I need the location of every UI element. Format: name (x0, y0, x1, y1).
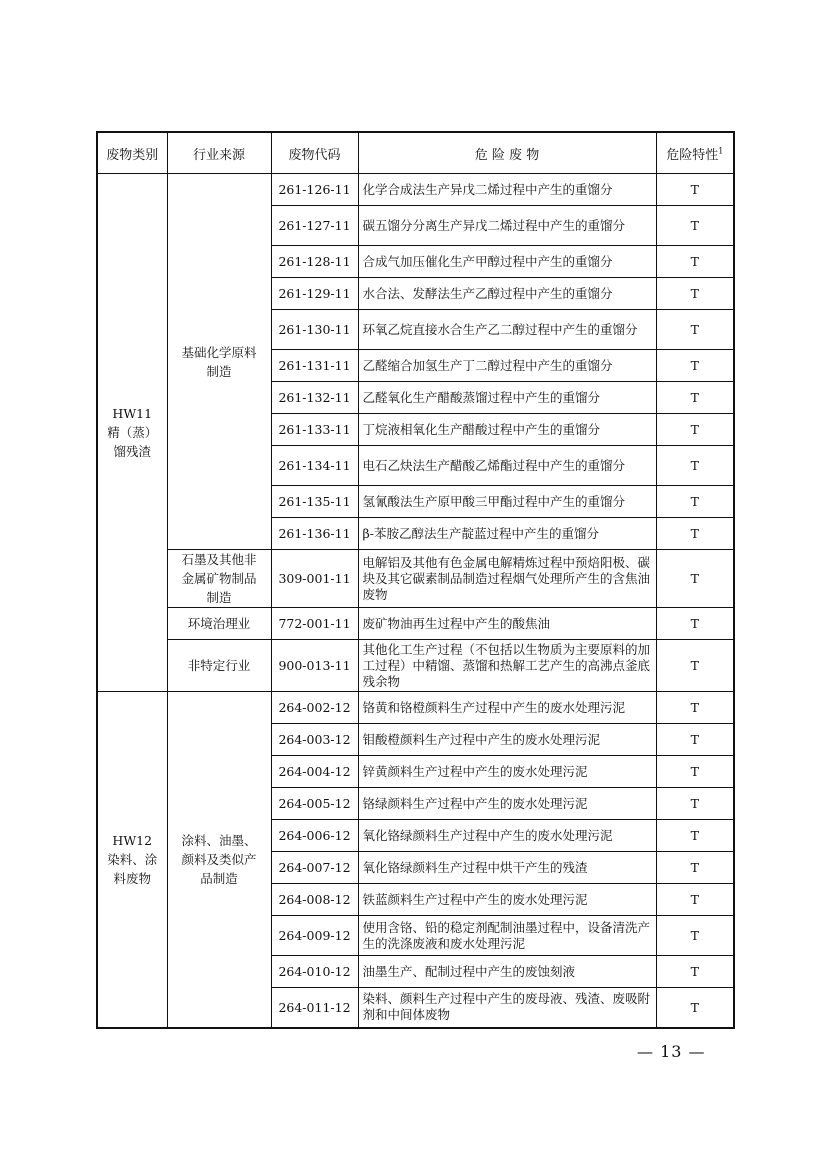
industry-source-line: 非特定行业 (187, 658, 251, 673)
waste-code-cell: 264-002-12 (271, 692, 358, 724)
waste-code-cell: 264-003-12 (271, 724, 358, 756)
waste-description-cell: 化学合成法生产异戊二烯过程中产生的重馏分 (358, 174, 656, 206)
waste-description-cell: 丁烷液相氧化生产醋酸过程中产生的重馏分 (358, 414, 656, 446)
waste-code-cell: 261-134-11 (271, 446, 358, 486)
header-code: 废物代码 (271, 132, 358, 174)
hazard-property-cell: T (656, 550, 734, 608)
industry-source-cell (167, 692, 271, 1028)
waste-description-cell: 电石乙炔法生产醋酸乙烯酯过程中产生的重馏分 (358, 446, 656, 486)
table-header-row (97, 132, 734, 174)
waste-description-cell: 碳五馏分分离生产异戊二烯过程中产生的重馏分 (358, 206, 656, 246)
industry-source-line: 石墨及其他非 (181, 552, 257, 567)
waste-description-cell: 合成气加压催化生产甲醇过程中产生的重馏分 (358, 246, 656, 278)
waste-description-cell: 其他化工生产过程（不包括以生物质为主要原料的加工过程）中精馏、蒸馏和热解工艺产生的高沸点釜底残余物 (358, 640, 656, 692)
waste-description-cell: 电解铝及其他有色金属电解精炼过程中预焙阳极、碳块及其它碳素制品制造过程烟气处理所产生的含焦油废物 (358, 550, 656, 608)
waste-code-cell: 261-126-11 (271, 174, 358, 206)
waste-code-cell: 264-004-12 (271, 756, 358, 788)
waste-code-cell: 261-127-11 (271, 206, 358, 246)
hazard-property-cell: T (656, 608, 734, 640)
waste-description-cell: β-苯胺乙醇法生产靛蓝过程中产生的重馏分 (358, 518, 656, 550)
header-hazard: 危险特性$^1$ (656, 132, 734, 174)
waste-description-cell: 废矿物油再生过程中产生的酸焦油 (358, 608, 656, 640)
hazard-property-cell: T (656, 278, 734, 310)
hazard-property-cell: T (656, 640, 734, 692)
table-row (97, 550, 734, 608)
hazard-property-cell: T (656, 956, 734, 988)
waste-category-cell (97, 174, 167, 692)
waste-code-cell: 264-011-12 (271, 988, 358, 1028)
hazard-property-cell: T (656, 206, 734, 246)
waste-description-cell: 乙醛氧化生产醋酸蒸馏过程中产生的重馏分 (358, 382, 656, 414)
waste-description-cell: 氢氰酸法生产原甲酸三甲酯过程中产生的重馏分 (358, 486, 656, 518)
industry-source-line: 颜料及类似产 (181, 851, 257, 867)
waste-code-cell: 264-009-12 (271, 916, 358, 956)
waste-code-cell: 261-131-11 (271, 350, 358, 382)
hazard-property-cell: T (656, 756, 734, 788)
hazard-property-cell: T (656, 988, 734, 1028)
hazard-property-cell: T (656, 692, 734, 724)
page-number: — 13 — (637, 1042, 706, 1061)
waste-description-cell: 铁蓝颜料生产过程中产生的废水处理污泥 (358, 884, 656, 916)
industry-source-line: 涂料、油墨、 (181, 832, 257, 848)
table-row (97, 174, 734, 206)
waste-description-cell: 铬黄和铬橙颜料生产过程中产生的废水处理污泥 (358, 692, 656, 724)
table-row (97, 692, 734, 724)
hazard-property-cell: T (656, 518, 734, 550)
waste-description-cell: 水合法、发酵法生产乙醇过程中产生的重馏分 (358, 278, 656, 310)
header-waste: 危 险 废 物 (358, 132, 656, 174)
table-row (97, 608, 734, 640)
industry-source-line: 制造 (206, 363, 232, 379)
waste-description-cell: 铬绿颜料生产过程中产生的废水处理污泥 (358, 788, 656, 820)
industry-source-line: 制造 (206, 590, 232, 605)
header-category: 废物类别 (97, 132, 167, 174)
waste-category-line: HW12 (112, 832, 153, 848)
industry-source-cell (167, 550, 271, 608)
industry-source-cell (167, 174, 271, 550)
waste-description-cell: 使用含铬、铅的稳定剂配制油墨过程中，设备清洗产生的洗涤废液和废水处理污泥 (358, 916, 656, 956)
industry-source-cell (167, 608, 271, 640)
header-industry: 行业来源 (167, 132, 271, 174)
hazard-property-cell: T (656, 414, 734, 446)
waste-category-line: 染料、涂 (107, 851, 158, 867)
waste-code-cell: 261-132-11 (271, 382, 358, 414)
industry-source-line: 基础化学原料 (181, 344, 257, 360)
waste-description-cell: 油墨生产、配制过程中产生的废蚀刻液 (358, 956, 656, 988)
waste-category-cell (97, 692, 167, 1028)
industry-source-line: 环境治理业 (187, 616, 251, 631)
waste-description-cell: 环氧乙烷直接水合生产乙二醇过程中产生的重馏分 (358, 310, 656, 350)
waste-code-cell: 261-130-11 (271, 310, 358, 350)
waste-description-cell: 钼酸橙颜料生产过程中产生的废水处理污泥 (358, 724, 656, 756)
hazard-property-cell: T (656, 916, 734, 956)
waste-code-cell: 900-013-11 (271, 640, 358, 692)
waste-description-cell: 氧化铬绿颜料生产过程中烘干产生的残渣 (358, 852, 656, 884)
waste-category-line: 馏残渣 (113, 444, 151, 459)
industry-source-line: 品制造 (200, 870, 238, 886)
hazard-property-cell: T (656, 310, 734, 350)
waste-code-cell: 261-136-11 (271, 518, 358, 550)
hazard-property-cell: T (656, 174, 734, 206)
waste-code-cell: 261-129-11 (271, 278, 358, 310)
waste-description-cell: 锌黄颜料生产过程中产生的废水处理污泥 (358, 756, 656, 788)
hazardous-waste-table (96, 131, 735, 1029)
table-row (97, 640, 734, 692)
waste-code-cell: 264-005-12 (271, 788, 358, 820)
waste-code-cell: 264-007-12 (271, 852, 358, 884)
hazard-property-cell: T (656, 884, 734, 916)
hazard-property-cell: T (656, 486, 734, 518)
waste-code-cell: 261-128-11 (271, 246, 358, 278)
hazard-property-cell: T (656, 788, 734, 820)
waste-code-cell: 264-008-12 (271, 884, 358, 916)
waste-category-line: 精（蒸） (107, 425, 158, 440)
waste-code-cell: 309-001-11 (271, 550, 358, 608)
hazard-property-cell: T (656, 820, 734, 852)
waste-category-line: HW11 (112, 406, 153, 421)
waste-description-cell: 乙醛缩合加氢生产丁二醇过程中产生的重馏分 (358, 350, 656, 382)
industry-source-line: 金属矿物制品 (181, 571, 257, 586)
waste-description-cell: 染料、颜料生产过程中产生的废母液、残渣、废吸附剂和中间体废物 (358, 988, 656, 1028)
hazard-property-cell: T (656, 724, 734, 756)
waste-category-line: 料废物 (113, 870, 151, 886)
waste-code-cell: 261-133-11 (271, 414, 358, 446)
waste-code-cell: 264-006-12 (271, 820, 358, 852)
hazard-property-cell: T (656, 246, 734, 278)
hazard-property-cell: T (656, 446, 734, 486)
hazard-property-cell: T (656, 382, 734, 414)
waste-description-cell: 氧化铬绿颜料生产过程中产生的废水处理污泥 (358, 820, 656, 852)
waste-code-cell: 264-010-12 (271, 956, 358, 988)
waste-code-cell: 772-001-11 (271, 608, 358, 640)
hazard-property-cell: T (656, 350, 734, 382)
hazard-property-cell: T (656, 852, 734, 884)
waste-code-cell: 261-135-11 (271, 486, 358, 518)
footnote-mark: 1 (718, 146, 724, 156)
industry-source-cell (167, 640, 271, 692)
